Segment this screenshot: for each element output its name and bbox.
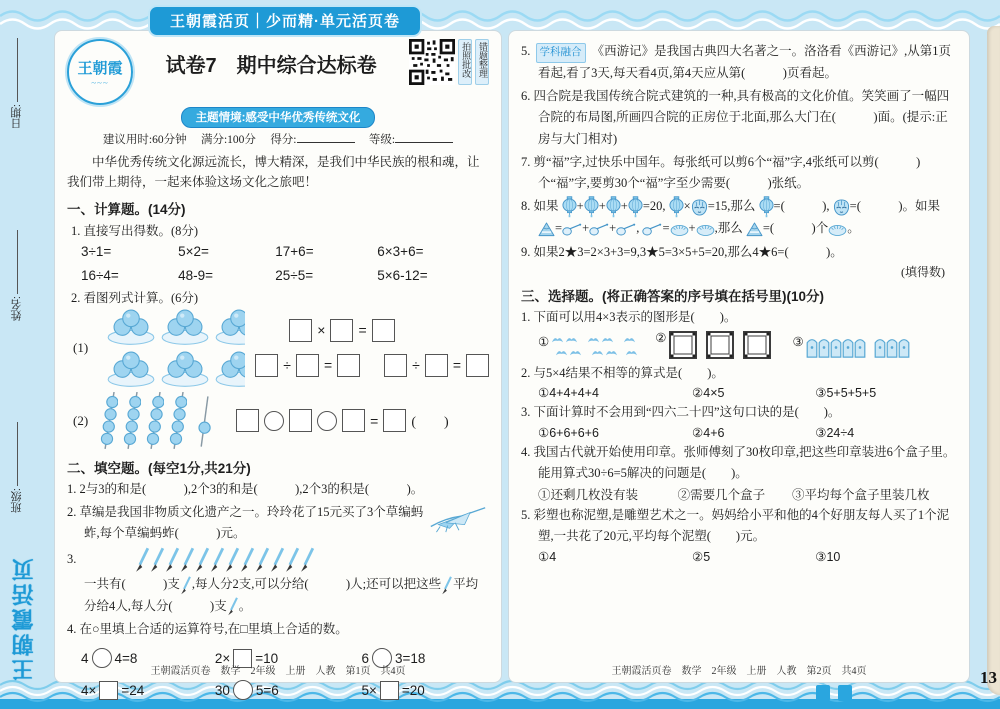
- item8-text: ,那么: [714, 221, 743, 236]
- lantern-icon: [562, 196, 577, 218]
- name-field: [6, 230, 28, 321]
- brush-icon: [180, 576, 192, 595]
- name-label: 姓名:: [11, 296, 23, 322]
- problem-pre: 30: [214, 682, 230, 698]
- item8-text: =( ),: [773, 199, 830, 214]
- choice-option: ②4×5: [692, 386, 725, 401]
- fill-item-5-number: 5.: [521, 44, 531, 58]
- choice-item-3: 3. 下面计算时不会用到“四六二十四”这句口诀的是( )。: [521, 405, 841, 420]
- lantern-icon: [669, 196, 684, 218]
- problem-post: =10: [255, 650, 279, 666]
- zongzi-icon: [538, 222, 555, 237]
- fill-item-9: 9. 如果2★3=2×3+3=9,3★5=3×5+5=20,那么4★6=( )。: [521, 244, 843, 259]
- brand-logo-waves: ~~~: [91, 77, 109, 88]
- class-field: [6, 422, 28, 513]
- divide-sign: ÷: [283, 357, 291, 373]
- choice-option: ①4+4+4+4: [538, 386, 599, 401]
- answer-box: [255, 354, 278, 377]
- page-number: 13: [980, 668, 997, 687]
- zongzi-icon: [746, 222, 763, 237]
- item8-text: =( )。如果: [849, 199, 941, 214]
- opera-mask-icon: [833, 199, 850, 216]
- bottom-tab-decoration: [838, 685, 852, 701]
- option-number: ②: [655, 331, 667, 346]
- equals-sign: =: [370, 412, 379, 429]
- choice-option: ③24÷4: [815, 425, 855, 440]
- brand-logo-text: 王朝霞: [77, 60, 123, 77]
- section2-heading: 二、填空题。(每空1分,共21分): [67, 460, 251, 476]
- problem-pre: 6: [361, 650, 370, 666]
- brushes-row-picture: [135, 546, 325, 574]
- divide-sign: ÷: [412, 357, 420, 373]
- qr-caption-photo: 拍照批改: [458, 39, 472, 85]
- item8-text: =20,: [642, 199, 666, 214]
- choice-2-options: [521, 385, 957, 400]
- picture-problem-2: [67, 390, 489, 452]
- choice-1-option-2: [655, 330, 774, 360]
- spoon-icon: [589, 223, 609, 236]
- fill-item-7: 7. 剪“福”字,过快乐中国年。每张纸可以剪6个“福”字,4张纸可以剪( )个“福”字,要剪30个“福”字至少需要( )张纸。: [521, 154, 921, 191]
- choice-item-1: 1. 下面可以用4×3表示的图形是( )。: [521, 309, 737, 324]
- calc-problem: 48-9=: [178, 267, 214, 283]
- choice-1-option-1: [538, 334, 637, 360]
- section1-heading: 一、计算题。(14分): [67, 201, 186, 217]
- answer-box: [99, 681, 118, 700]
- picture-problem-1-number: (1): [73, 339, 89, 355]
- picture-problem-2-number: (2): [73, 412, 89, 428]
- choice-option: ②5: [692, 549, 711, 564]
- choice-5-options: [521, 549, 957, 564]
- choice-option: ③平均每个盒子里装几枚: [791, 488, 930, 503]
- answer-box: [342, 409, 365, 432]
- symbol-problem: [215, 680, 362, 700]
- answer-box: [425, 354, 448, 377]
- choice-3-options: [521, 425, 957, 440]
- unit-blank: ( ): [411, 414, 449, 430]
- item8-text: =( )个: [762, 221, 829, 236]
- plus-sign: +: [582, 221, 590, 236]
- date-field: [6, 38, 28, 129]
- answer-box: [330, 319, 353, 342]
- qr-block: [409, 39, 489, 85]
- answer-box: [236, 409, 259, 432]
- bottom-tab-decoration: [816, 685, 830, 701]
- spoon-icon: [616, 223, 636, 236]
- baozi-icon: [670, 223, 689, 236]
- fill-item-3: [67, 546, 489, 617]
- problem-pre: 2×: [214, 650, 231, 666]
- meta-score-label: 得分:: [270, 134, 297, 146]
- plus-sign: +: [609, 221, 617, 236]
- fill-item-4-label: 4. 在○里填上合适的运算符号,在□里填上合适的数。: [67, 621, 348, 636]
- item8-text: =15,那么: [707, 199, 756, 214]
- problem-post: 5=6: [255, 682, 279, 698]
- choice-4-options: [521, 485, 957, 503]
- class-label: 班级:: [11, 488, 23, 514]
- binding-strip: [0, 30, 52, 685]
- page1-footer: 王朝霞活页卷 数学 2年级 上册 人教 第1页 共4页: [150, 666, 406, 677]
- fence-pickets-picture: [806, 334, 910, 360]
- fill-item-1: 1. 2与3的和是( ),2个3的和是( ),2个3的积是( )。: [67, 481, 424, 496]
- answer-box: [289, 409, 312, 432]
- item8-text: 如果: [533, 199, 559, 214]
- choice-item-2: 2. 与5×4结果不相等的算式是( )。: [521, 366, 724, 381]
- calc-problem: 5×6-12=: [377, 267, 428, 283]
- lantern-icon: [606, 196, 621, 218]
- fill-item-3-number: 3.: [67, 552, 77, 567]
- choice-1-option-3: [792, 334, 909, 360]
- page-1: [54, 30, 502, 698]
- window-lattices-picture: [668, 330, 774, 360]
- fill-item-2-text: 2. 草编是我国非物质文化遗产之一。玲玲花了15元买了3个草编蚂蚱,每个草编蚂蚱( )元。: [67, 504, 424, 540]
- brand-logo: [67, 39, 133, 105]
- calc-problem: 25÷5=: [275, 267, 314, 283]
- bun-plates-picture: [98, 306, 245, 390]
- calc-problem: 6×3+6=: [377, 243, 424, 259]
- q2-label: 2. 看图列式计算。(6分): [71, 290, 199, 305]
- date-label: 日期:: [11, 104, 23, 130]
- fill-item-8: [521, 196, 957, 239]
- answer-box: [383, 409, 406, 432]
- score-blank: [297, 131, 355, 143]
- theme-badge: 主题情境:感受中华优秀传统文化: [181, 107, 376, 128]
- brush-icon: [227, 597, 239, 616]
- meta-full-score: 满分:100分: [200, 134, 256, 146]
- plus-sign: +: [688, 221, 696, 236]
- answer-box: [296, 354, 319, 377]
- choice-option: ①6+6+6+6: [538, 425, 599, 440]
- bird-groups-picture: [551, 334, 637, 360]
- fill-item-3-text-b: ,每人分2支,可以分给( )人;还可以把这些: [191, 577, 442, 592]
- problem-post: =24: [121, 682, 145, 698]
- equals-sign: =: [452, 357, 461, 373]
- meta-grade-label: 等级:: [368, 134, 396, 146]
- oral-calculation-grid: [67, 239, 489, 285]
- fill-item-3-text-d: 。: [238, 598, 252, 613]
- q1-label: 1. 直接写出得数。(8分): [71, 223, 199, 238]
- problem-pre: 5×: [361, 682, 377, 698]
- exam-header: [67, 39, 489, 105]
- problem-pre: 4: [81, 650, 89, 666]
- choice-option: ③10: [815, 549, 841, 564]
- fill-item-5-text: 《西游记》是我国古典四大名著之一。洛洛看《西游记》,从第1页看起,看了3天,每天看4页,第4天应从第( )页看起。: [538, 44, 952, 80]
- calc-problem: 16÷4=: [81, 267, 119, 283]
- choice-1-options: [521, 330, 957, 360]
- name-blank-line: [17, 230, 18, 294]
- plus-sign: +: [620, 199, 628, 214]
- times-sign: ×: [683, 199, 691, 214]
- choice-item-4: 4. 我国古代就开始使用印章。张师傅刻了30枚印章,把这些印章装进6个盒子里。能用算式30÷6=5解决的问题是( )。: [521, 444, 956, 480]
- item8-text: ,: [636, 221, 640, 236]
- qr-code-icon: [409, 39, 455, 85]
- fill-item-3-text-a: 一共有( )支: [84, 577, 180, 592]
- date-blank-line: [17, 38, 18, 102]
- qr-caption-errors: 错题整理: [475, 39, 489, 85]
- times-sign: ×: [317, 322, 326, 338]
- fill-item-8-number: 8.: [521, 199, 531, 214]
- page2-footer: 王朝霞活页卷 数学 2年级 上册 人教 第2页 共4页: [611, 666, 867, 677]
- class-blank-line: [17, 422, 18, 486]
- item8-text: 。: [847, 221, 860, 236]
- exam-meta: [67, 131, 489, 147]
- intro-paragraph: 中华优秀传统文化源远流长，博大精深，是我们中华民族的根和魂，让我们带上期待，一起来体验这场文化之旅吧！: [67, 155, 480, 190]
- choice-option: ①4: [538, 549, 557, 564]
- answer-box: [289, 319, 312, 342]
- meta-time: 建议用时:60分钟: [102, 134, 187, 146]
- subject-fusion-badge: 学科融合: [536, 43, 586, 63]
- option-number: ③: [792, 335, 804, 350]
- calc-problem: 5×2=: [178, 243, 209, 259]
- choice-item-5: 5. 彩塑也称泥塑,是雕塑艺术之一。妈妈给小平和他的4个好朋友每人买了1个泥塑,一共花了20元,平均每个泥塑( )元。: [521, 508, 950, 544]
- page-curl-edge: [987, 26, 1000, 695]
- vertical-brand-logo: 王朝霞活页: [11, 556, 36, 681]
- option-number: ①: [538, 335, 550, 350]
- opera-mask-icon: [691, 199, 708, 216]
- lantern-icon: [584, 196, 599, 218]
- spoon-icon: [562, 223, 582, 236]
- calc-problem: 3÷1=: [81, 243, 112, 259]
- symbol-problem: [362, 680, 490, 700]
- brush-icon: [441, 576, 453, 595]
- fill-item-3-text-c: 平均分给4人,每人分( )支: [84, 577, 479, 613]
- problem-post: 3=18: [395, 650, 426, 666]
- lantern-icon: [759, 196, 774, 218]
- choice-option: ②4+6: [692, 425, 725, 440]
- plus-sign: +: [598, 199, 606, 214]
- plus-sign: +: [576, 199, 584, 214]
- skewers-picture: [98, 390, 218, 452]
- answer-box: [384, 354, 407, 377]
- problem-post: 4=8: [114, 650, 138, 666]
- baozi-icon: [696, 223, 715, 236]
- answer-box: [466, 354, 489, 377]
- equals-sign: =: [323, 357, 333, 373]
- section3-heading: 三、选择题。(将正确答案的序号填在括号里)(10分): [521, 288, 824, 304]
- spoon-icon: [642, 223, 662, 236]
- answer-box: [337, 354, 360, 377]
- straw-grasshopper-picture: [427, 504, 489, 534]
- lantern-icon: [628, 196, 643, 218]
- equals-sign: =: [662, 221, 670, 236]
- answer-box: [380, 681, 399, 700]
- exam-title: 试卷7 期中综合达标卷: [165, 55, 377, 77]
- calc-problem: 17+6=: [275, 243, 314, 259]
- fill-item-9-note: (填得数): [901, 264, 945, 279]
- equals-sign: =: [358, 322, 367, 338]
- operator-circle: [317, 411, 337, 431]
- fill-item-6: 6. 四合院是我国传统合院式建筑的一种,具有极高的文化价值。笑笑画了一幅四合院的布局图,所画四合院的正房位于北面,那么大门在( )面。(提示:正房与大门相对): [521, 89, 950, 146]
- choice-option: ③5+5+5+5: [815, 386, 877, 401]
- baozi-icon: [828, 223, 847, 236]
- problem-pre: 4×: [81, 682, 97, 698]
- fill-item-2: [67, 502, 489, 545]
- choice-option: ②需要几个盒子: [677, 488, 766, 503]
- equals-sign: =: [555, 221, 563, 236]
- operator-circle: [264, 411, 284, 431]
- fill-item-5: [521, 41, 957, 84]
- operator-circle: [233, 680, 253, 700]
- problem-post: =20: [401, 682, 425, 698]
- picture-problem-1: [67, 306, 489, 390]
- grade-blank: [395, 131, 453, 143]
- series-banner: 王朝霞活页｜少而精·单元活页卷: [148, 5, 422, 37]
- symbol-problem: [81, 680, 215, 700]
- answer-box: [372, 319, 395, 342]
- page-2: [508, 30, 997, 687]
- choice-option: ①还剩几枚没有装: [538, 488, 639, 503]
